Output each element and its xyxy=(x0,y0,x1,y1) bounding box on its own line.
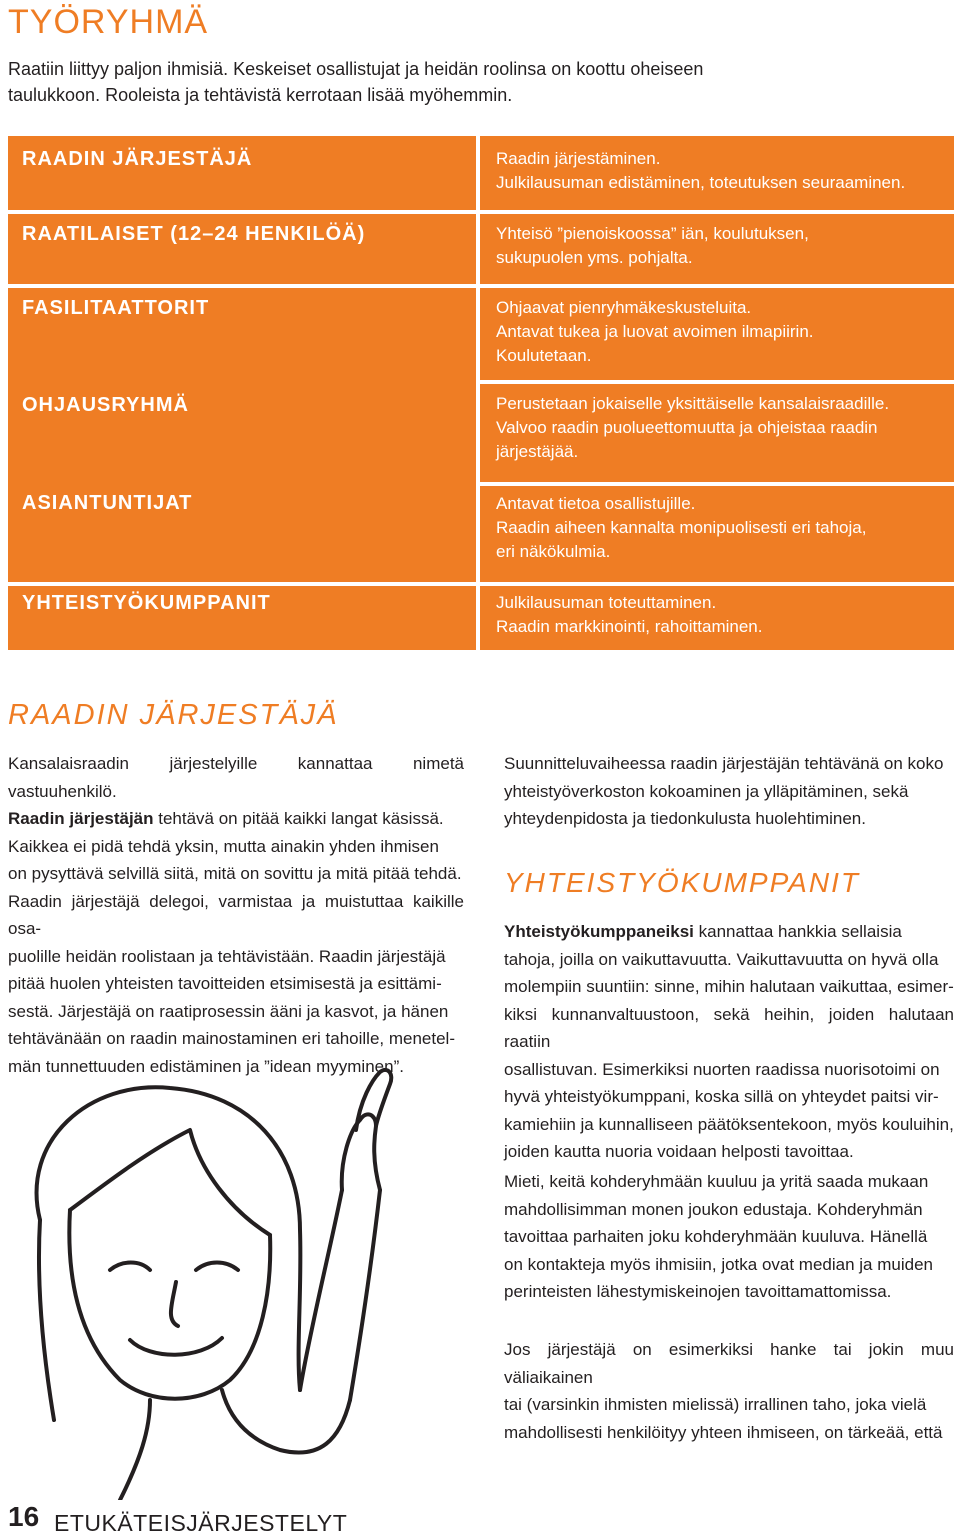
section-heading-partners: YHTEISTYÖKUMPPANIT xyxy=(504,867,860,898)
role-desc xyxy=(496,147,946,195)
role-desc-line: sukupuolen yms. pohjalta. xyxy=(496,248,693,267)
role-name: FASILITAATTORIT xyxy=(22,297,210,319)
text-line: Raadin järjestäjä delegoi, varmistaa ja muistuttaa kaikille osa- xyxy=(8,891,464,938)
role-name: YHTEISTYÖKUMPPANIT xyxy=(22,592,271,614)
text-line: kamiehiin ja kunnalliseen päätöksentekoon, myös kouluihin, xyxy=(504,1114,954,1134)
text-fragment: kannattaa hankkia sellaisia xyxy=(693,922,902,941)
role-desc-line: Yhteisö ”pienoiskoossa” iän, koulutuksen, xyxy=(496,224,809,243)
text-line: kiksi kunnanvaltuustoon, sekä heihin, joiden halutaan raatiin xyxy=(504,1004,954,1051)
role-desc-cell xyxy=(480,136,954,210)
partners-paragraph-2 xyxy=(504,1168,954,1306)
partners-paragraph-1 xyxy=(504,918,954,1166)
hair-outline xyxy=(37,1087,301,1390)
text-line xyxy=(8,805,464,833)
text-line: yhteydenpidosta ja tiedonkulusta huolehtiminen. xyxy=(504,809,866,828)
text-line: hyvä yhteistyökumppani, koska sillä on yhteydet paitsi vir- xyxy=(504,1087,939,1106)
role-name: RAADIN JÄRJESTÄJÄ xyxy=(22,148,253,170)
role-desc-cell xyxy=(480,486,954,582)
hair-fringe xyxy=(70,1130,270,1235)
role-desc-line: Julkilausuman edistäminen, toteutuksen seuraaminen. xyxy=(496,173,906,192)
intro-paragraph xyxy=(8,56,708,108)
role-desc-line: Raadin markkinointi, rahoittaminen. xyxy=(496,617,763,636)
text-line: molempiin suuntiin: sinne, mihin halutaan vaikuttaa, esimer- xyxy=(504,977,954,996)
bold-term: Raadin järjestäjän xyxy=(8,809,154,828)
running-footer-label: ETUKÄTEISJÄRJESTELYT xyxy=(54,1510,348,1536)
arm-inner xyxy=(300,1190,342,1390)
arm-outer xyxy=(350,1190,380,1400)
text-line: tehtävänään on raadin mainostaminen eri tahoille, menetel- xyxy=(8,1029,455,1048)
role-desc-line: Perustetaan jokaiselle yksittäiselle kansalaisraadille. xyxy=(496,394,890,413)
text-line: män tunnettuuden edistäminen ja ”idean myyminen”. xyxy=(8,1056,404,1076)
text-line: yhteistyöverkoston kokoaminen ja ylläpitäminen, sekä xyxy=(504,781,909,801)
text-line: mahdollisimman monen joukon edustaja. Kohderyhmän xyxy=(504,1199,923,1219)
text-line: tahoja, joilla on vaikuttavuutta. Vaikuttavuutta on hyvä olla xyxy=(504,949,939,969)
right-eye xyxy=(196,1263,238,1271)
role-desc-cell xyxy=(480,586,954,650)
partners-paragraph-3 xyxy=(504,1336,954,1446)
role-desc-line: järjestäjää. xyxy=(496,442,579,461)
role-desc-line: Koulutetaan. xyxy=(496,346,592,365)
role-desc xyxy=(496,392,946,464)
text-line: on kontakteja myös ihmisiin, jotka ovat median ja muiden xyxy=(504,1254,933,1274)
role-name-cell xyxy=(8,384,476,482)
role-name: RAATILAISET (12–24 HENKILÖÄ) xyxy=(22,223,366,245)
text-line: on pysyttävä selvillä siitä, mitä on sovittu ja mitä pitää tehdä. xyxy=(8,864,462,883)
role-desc-cell xyxy=(480,288,954,380)
role-desc-line: Antavat tukea ja luovat avoimen ilmapiirin. xyxy=(496,322,814,341)
text-line: sestä. Järjestäjä on raatiprosessin ääni ja kasvot, ja hänen xyxy=(8,1001,449,1021)
mouth xyxy=(130,1338,222,1355)
role-desc xyxy=(496,296,946,368)
role-desc-line: Raadin järjestäminen. xyxy=(496,149,661,168)
role-desc-cell xyxy=(480,214,954,284)
role-desc-line: eri näkökulmia. xyxy=(496,542,611,561)
text-line: Mieti, keitä kohderyhmään kuuluu ja yritä saada mukaan xyxy=(504,1172,929,1191)
role-name-cell xyxy=(8,214,476,284)
left-eye xyxy=(110,1263,150,1271)
text-line: pitää huolen yhteisten tavoitteiden etsimisestä ja esittämi- xyxy=(8,974,442,993)
shoulder-arm xyxy=(222,1390,350,1453)
page-number: 16 xyxy=(8,1501,40,1532)
neck-left xyxy=(120,1400,150,1500)
text-line: puolille heidän roolistaan ja tehtävistään. Raadin järjestäjä xyxy=(8,946,446,966)
bold-term: Yhteistyökumppaneiksi xyxy=(504,922,694,941)
text-line: perinteisten lähestymiskeinojen tavoittamattomissa. xyxy=(504,1282,892,1301)
role-desc-line: Julkilausuman toteuttaminen. xyxy=(496,593,717,612)
text-fragment: tehtävä on pitää kaikki langat käsissä. xyxy=(153,809,444,828)
text-line: Suunnitteluvaiheessa raadin järjestäjän tehtävänä on koko xyxy=(504,754,944,773)
nose xyxy=(171,1282,178,1326)
text-line xyxy=(504,918,954,946)
text-line: joiden kautta nuoria voidaan helposti tavoittaa. xyxy=(504,1142,854,1161)
role-desc xyxy=(496,222,946,270)
role-desc xyxy=(496,591,946,639)
role-name-cell xyxy=(8,136,476,210)
intro-line: taulukkoon. Rooleista ja tehtävistä kerrotaan lisää myöhemmin. xyxy=(8,85,513,105)
text-line: Kaikkea ei pidä tehdä yksin, mutta ainakin yhden ihmisen xyxy=(8,836,439,856)
role-desc-line: Ohjaavat pienryhmäkeskusteluita. xyxy=(496,298,752,317)
text-line: osallistuvan. Esimerkiksi nuorten raadissa nuorisotoimi on xyxy=(504,1059,940,1079)
text-line: tavoittaa parhaiten joku kohderyhmään kuuluva. Hänellä xyxy=(504,1227,928,1246)
hair-left-edge xyxy=(39,1220,54,1420)
role-desc-cell xyxy=(480,384,954,482)
role-desc xyxy=(496,492,946,564)
role-desc-line: Raadin aiheen kannalta monipuolisesti eri tahoja, xyxy=(496,518,867,537)
text-line: Jos järjestäjä on esimerkiksi hanke tai jokin muu väliaikainen xyxy=(504,1340,954,1387)
text-line: tai (varsinkin ihmisten mielissä) irrallinen taho, joka vielä xyxy=(504,1395,927,1414)
role-name: ASIANTUNTIJAT xyxy=(22,492,193,514)
roles-table xyxy=(8,136,954,650)
role-name-cell xyxy=(8,586,476,650)
page-title: TYÖRYHMÄ xyxy=(8,3,209,41)
text-line: Kansalaisraadin järjestelyille kannattaa nimetä vastuuhenkilö. xyxy=(8,754,464,801)
role-name: OHJAUSRYHMÄ xyxy=(22,394,189,416)
organizer-paragraph xyxy=(8,750,464,1080)
role-desc-line: Valvoo raadin puolueettomuutta ja ohjeistaa raadin xyxy=(496,418,878,437)
planning-paragraph xyxy=(504,750,954,833)
text-line: mahdollisesti henkilöityy yhteen ihmiseen, on tärkeää, että xyxy=(504,1422,943,1442)
section-heading-organizer: RAADIN JÄRJESTÄJÄ xyxy=(8,699,339,731)
person-waving-illustration xyxy=(0,1060,430,1500)
intro-line: Raatiin liittyy paljon ihmisiä. Keskeiset osallistujat ja heidän roolinsa on koottu oheiseen xyxy=(8,59,704,79)
role-desc-line: Antavat tietoa osallistujille. xyxy=(496,494,696,513)
role-name-cell xyxy=(8,486,476,582)
